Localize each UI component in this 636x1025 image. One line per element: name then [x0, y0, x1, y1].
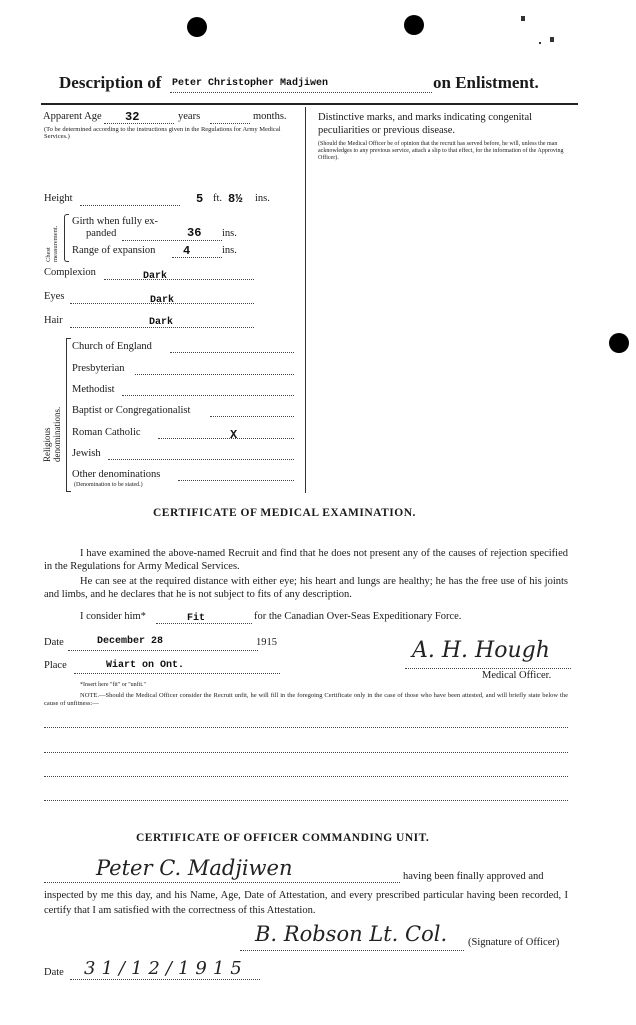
note-line [44, 752, 568, 753]
note-line [44, 776, 568, 777]
religion-note: (Denomination to be stated.) [74, 482, 143, 488]
date-value: December 28 [97, 636, 164, 647]
girth-label-2: panded [86, 228, 117, 239]
unfit-note: NOTE.—Should the Medical Officer consider the Recruit unfit, he will fill in the foregoing Certificate only in the case of those who have been attested, and will briefly state below the cause of unfitness:— [44, 692, 568, 707]
religion-church-of-england: Church of England [72, 341, 152, 352]
marks-note: (Should the Medical Officer be of opinion that the recruit has served before, he will, unless the man acknowledges to any previous service, attach a slip to that effect, for the information of the Approving Officer). [318, 141, 564, 161]
date-label: Date [44, 637, 64, 648]
age-note: (To be determined according to the instructions given in the Regulations for Army Medical Services.) [44, 126, 281, 140]
note-line [44, 727, 568, 728]
height-ft-value: 5 [196, 192, 204, 206]
hair-label: Hair [44, 315, 63, 326]
note-line [44, 800, 568, 801]
medical-officer-label: Medical Officer. [482, 670, 552, 681]
age-line [104, 123, 174, 124]
insert-note: *Insert here "fit" or "unfit." [80, 682, 146, 688]
recruit-signature-line [44, 882, 400, 883]
commanding-heading: CERTIFICATE OF OFFICER COMMANDING UNIT. [136, 832, 430, 844]
religion-line [210, 416, 294, 417]
consider-value: Fit [187, 613, 206, 624]
name-line [170, 92, 432, 93]
column-divider [305, 107, 306, 493]
range-value: 4 [183, 244, 191, 258]
recruit-name: Peter Christopher Madjiwen [172, 78, 329, 89]
eyes-value: Dark [150, 295, 175, 306]
age-value: 32 [125, 110, 140, 124]
marks-title: Distinctive marks, and marks indicating congenital peculiarities or previous disease. [318, 112, 533, 136]
date-line [68, 650, 258, 651]
range-unit: ins. [222, 245, 237, 256]
commanding-line1-suffix: having been finally approved and [403, 871, 544, 882]
header-prefix: Description of [59, 73, 162, 92]
religion-jewish: Jewish [72, 448, 101, 459]
height-ft: ft. [213, 193, 223, 204]
date-year: 1915 [256, 637, 277, 648]
religion-roman-catholic: Roman Catholic [72, 427, 141, 438]
chest-brace [64, 214, 69, 262]
header-suffix: on Enlistment. [433, 73, 539, 92]
place-line [74, 673, 280, 674]
commanding-para: inspected by me this day, and his Name, Age, Date of Attestation, and every prescribed particular having been recorded, I certify that I am satisfied with the correctness of this Attestation. [44, 890, 568, 916]
punch-hole-left [187, 17, 207, 37]
height-line [80, 205, 180, 206]
medical-heading: CERTIFICATE OF MEDICAL EXAMINATION. [153, 507, 416, 519]
commanding-date-line [70, 979, 260, 980]
recruit-signature: Peter C. Madjiwen [96, 856, 293, 880]
religion-other: Other denominations [72, 469, 161, 480]
religion-line [135, 374, 294, 375]
religion-mark: X [230, 428, 238, 442]
religion-line [178, 480, 294, 481]
height-in-value: 8½ [228, 192, 243, 206]
medical-officer-signature: A. H. Hough [412, 638, 550, 663]
months-line [210, 123, 250, 124]
religion-methodist: Methodist [72, 384, 115, 395]
religion-brace [66, 338, 71, 492]
officer-signature: B. Robson Lt. Col. [255, 922, 448, 946]
religion-baptist: Baptist or Congregationalist [72, 405, 191, 416]
hair-value: Dark [149, 317, 174, 328]
speck [550, 37, 554, 42]
commanding-date-label: Date [44, 967, 64, 978]
girth-value: 36 [187, 226, 202, 240]
range-line [172, 257, 222, 258]
girth-unit: ins. [222, 228, 237, 239]
religion-line [108, 459, 294, 460]
religion-line [122, 395, 294, 396]
punch-hole-margin [609, 333, 629, 353]
complexion-value: Dark [143, 271, 168, 282]
height-ins: ins. [255, 193, 270, 204]
eyes-label: Eyes [44, 291, 65, 302]
chest-side-label: Chest measurement. [45, 225, 59, 262]
commanding-date-value: 31/12/1915 [84, 958, 248, 979]
complexion-label: Complexion [44, 267, 96, 278]
consider-suffix: for the Canadian Over-Seas Expeditionary Force. [254, 611, 462, 622]
speck [539, 42, 541, 44]
complexion-line [104, 279, 254, 280]
place-value: Wiart on Ont. [106, 660, 185, 671]
punch-hole-right [404, 15, 424, 35]
age-months: months. [253, 111, 287, 122]
speck [521, 16, 525, 21]
age-label: Apparent Age [43, 111, 102, 122]
age-years: years [178, 111, 201, 122]
religion-side-label: Religious denominations. [42, 406, 62, 462]
religion-presbyterian: Presbyterian [72, 363, 125, 374]
religion-line [158, 438, 294, 439]
height-label: Height [44, 193, 73, 204]
range-label: Range of expansion [72, 245, 156, 256]
medical-para1: I have examined the above-named Recruit and find that he does not present any of the causes of rejection specified in the Regulations for Army Medical Services. [44, 548, 568, 572]
girth-label-1: Girth when fully ex- [72, 216, 159, 227]
religion-line [170, 352, 294, 353]
top-rule [41, 103, 578, 105]
consider-label: I consider him* [80, 611, 146, 622]
girth-line [122, 240, 222, 241]
officer-signature-line [240, 950, 464, 951]
place-label: Place [44, 660, 67, 671]
signature-of-officer-label: (Signature of Officer) [468, 937, 560, 948]
signature-line [405, 668, 571, 669]
medical-para2: He can see at the required distance with either eye; his heart and lungs are healthy; he has the free use of his joints and limbs, and he declares that he is not subject to fits of any description. [44, 576, 568, 600]
